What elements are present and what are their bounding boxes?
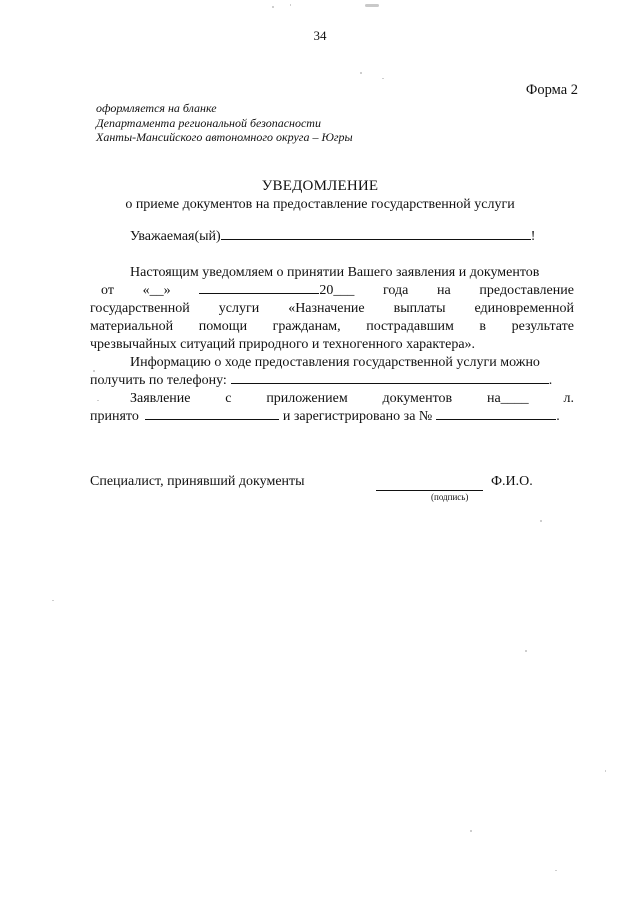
accepted-date-blank bbox=[145, 419, 279, 420]
letterhead-note-line: оформляется на бланке bbox=[96, 101, 217, 115]
paragraph-text: Информацию о ходе предоставления государственной услуги можно bbox=[130, 355, 540, 370]
date-blank: 20___ bbox=[199, 283, 354, 299]
paragraph3-line1 bbox=[130, 391, 574, 407]
paragraph-text: и зарегистрировано за № bbox=[282, 409, 433, 424]
word: предоставление bbox=[479, 283, 574, 298]
word: от bbox=[101, 283, 114, 298]
paragraph2-line1 bbox=[130, 355, 574, 371]
word: приложением bbox=[266, 391, 348, 406]
signature-caption: (подпись) bbox=[431, 492, 469, 502]
word: пострадавшим bbox=[366, 319, 454, 334]
line-end: . bbox=[548, 373, 553, 388]
full-name-label: Ф.И.О. bbox=[491, 474, 533, 489]
day-blank: «__» bbox=[142, 283, 171, 298]
paragraph-text: Настоящим уведомляем о принятии Вашего заявления и документов bbox=[130, 265, 540, 280]
pages-blank: на____ bbox=[486, 391, 529, 406]
word: л. bbox=[563, 391, 574, 406]
word: результате bbox=[511, 319, 574, 334]
registration-number-blank bbox=[436, 419, 556, 420]
word: единовременной bbox=[474, 301, 574, 316]
document-title: УВЕДОМЛЕНИЕ bbox=[261, 178, 379, 194]
document-subtitle: о приеме документов на предоставление государственной услуги bbox=[125, 197, 515, 212]
paragraph3-line2 bbox=[90, 409, 574, 425]
word: в bbox=[479, 319, 487, 334]
paragraph-text: получить по телефону: bbox=[90, 373, 227, 388]
greeting-line bbox=[130, 229, 535, 245]
paragraph1-line5 bbox=[90, 337, 574, 353]
paragraph1-line3 bbox=[90, 301, 574, 317]
paragraph1-line2 bbox=[101, 283, 574, 299]
paragraph-text: принято bbox=[90, 409, 139, 424]
word: государственной bbox=[90, 301, 190, 316]
greeting-text: Уважаемая(ый) bbox=[130, 229, 221, 244]
paragraph2-line2 bbox=[90, 373, 574, 389]
word: документов bbox=[382, 391, 453, 406]
word: материальной bbox=[90, 319, 174, 334]
word: «Назначение bbox=[288, 301, 365, 316]
word: гражданам, bbox=[272, 319, 341, 334]
letterhead-note-line: Департамента региональной безопасности bbox=[96, 115, 321, 130]
word: на bbox=[437, 283, 451, 298]
letterhead-note bbox=[96, 101, 353, 145]
phone-blank bbox=[231, 383, 549, 384]
line-end: . bbox=[556, 409, 560, 424]
recipient-name-blank bbox=[221, 239, 531, 240]
paragraph1-line1 bbox=[130, 265, 574, 281]
paragraph1-line4 bbox=[90, 319, 574, 335]
letterhead-note-line: Ханты-Мансийского автономного округа – Югры bbox=[96, 130, 353, 144]
paragraph-text: чрезвычайных ситуаций природного и техногенного характера». bbox=[90, 337, 476, 352]
word: года bbox=[383, 283, 409, 298]
word: Заявление bbox=[130, 391, 191, 406]
page-number: 34 bbox=[313, 28, 327, 43]
form-label: Форма 2 bbox=[525, 82, 578, 98]
greeting-end: ! bbox=[530, 229, 536, 244]
word: с bbox=[225, 391, 232, 406]
signature-line bbox=[376, 490, 483, 491]
word: помощи bbox=[198, 319, 248, 334]
signature-label: Специалист, принявший документы bbox=[90, 474, 305, 489]
word: выплаты bbox=[393, 301, 446, 316]
word: услуги bbox=[218, 301, 260, 316]
